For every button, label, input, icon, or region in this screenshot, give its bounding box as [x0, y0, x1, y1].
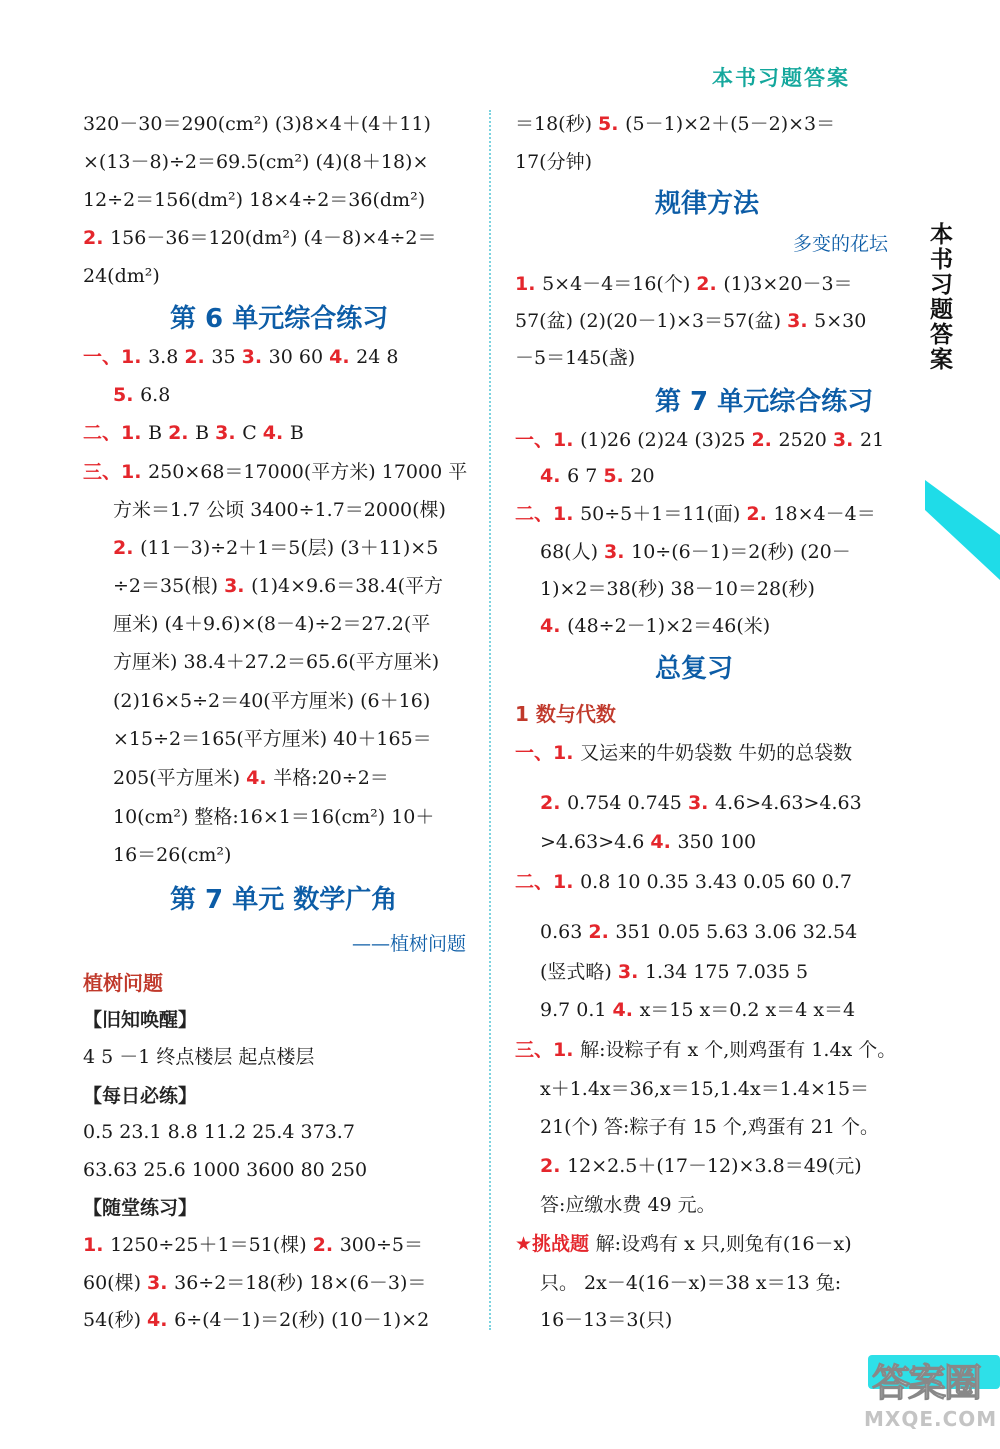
item-number: 3. — [241, 346, 269, 368]
answer-text: 1)×2＝38(秒) 38－10＝28(秒) — [540, 578, 815, 600]
answer-line — [113, 650, 439, 674]
answer-line — [540, 960, 808, 984]
answer-line — [540, 1193, 716, 1217]
answer-text: 6 7 — [567, 465, 604, 487]
answer-text: 21(个) 答:粽子有 15 个,鸡蛋有 21 个。 — [540, 1116, 879, 1138]
answer-line — [540, 791, 862, 815]
answer-text: 1250÷25＋1＝51(棵) — [110, 1234, 313, 1256]
item-number: 一、1. — [515, 742, 581, 764]
answer-line — [515, 870, 852, 894]
answer-text: 156－36＝120(dm²) — [110, 227, 304, 249]
answer-line — [83, 1233, 423, 1257]
answer-line — [83, 226, 436, 250]
answer-line — [113, 612, 430, 636]
answer-text: 24 8 — [356, 346, 399, 368]
item-number: 5. — [603, 465, 631, 487]
item-number: 5. — [113, 384, 141, 406]
section-heading: 第 6 单元综合练习 — [170, 304, 389, 334]
answer-text: (1)26 (2)24 (3)25 — [580, 429, 752, 451]
watermark-url: MXQE.COM — [864, 1407, 998, 1431]
item-number: 4. — [540, 615, 568, 637]
answer-line — [515, 1232, 852, 1256]
answer-text: 60(棵) — [83, 1272, 148, 1294]
answer-line — [515, 150, 592, 174]
bracket-heading: 【旧知唤醒】 — [83, 1009, 198, 1031]
answer-line — [83, 112, 431, 136]
answer-text: (1)4×9.6＝38.4(平方 — [251, 575, 443, 597]
answer-text: 12×2.5＋(17－12)×3.8＝49(元) — [567, 1155, 862, 1177]
answer-line — [113, 383, 170, 407]
item-number: 1. — [83, 1234, 111, 1256]
answer-line — [515, 112, 835, 136]
item-number: 一、1. — [83, 346, 149, 368]
answer-text: 4.6>4.63>4.63 — [715, 792, 862, 814]
subsection-heading: 1 数与代数 — [515, 702, 616, 726]
item-number: 5. — [598, 113, 626, 135]
answer-text: 300÷5＝ — [339, 1234, 423, 1256]
answer-text: 厘米) (4＋9.6)×(8－4)÷2＝27.2(平 — [113, 613, 431, 635]
answer-text: (5－1)×2＋(5－2)×3＝ — [625, 113, 836, 135]
item-number: 二、1. — [83, 422, 149, 444]
answer-line — [113, 536, 438, 560]
answer-text: ＝18(秒) — [515, 113, 599, 135]
item-number: 3. — [687, 792, 715, 814]
answer-text: 半格:20÷2＝ — [273, 767, 389, 789]
item-number: 2. — [588, 921, 616, 943]
answer-text: ×15÷2＝165(平方厘米) 40＋165＝ — [113, 728, 432, 750]
answer-line — [113, 843, 231, 867]
answer-text: 205(平方厘米) — [113, 767, 247, 789]
answer-line — [83, 1308, 429, 1332]
answer-text: 68(人) — [540, 541, 605, 563]
item-number: 三、1. — [83, 461, 149, 483]
answer-text: 方米＝1.7 公顷 3400÷1.7＝2000(棵) — [113, 499, 446, 521]
answer-text: (48÷2－1)×2＝46(米) — [567, 615, 771, 637]
answer-line — [540, 998, 855, 1022]
answer-text: 35 — [211, 346, 242, 368]
answer-line — [515, 346, 635, 370]
answer-text: 0.8 10 0.35 3.43 0.05 60 0.7 — [580, 871, 852, 893]
section-heading: 规律方法 — [655, 189, 760, 219]
answer-line — [515, 272, 853, 296]
answer-text: 6÷(4－1)＝2(秒) (10－1)×2 — [174, 1309, 430, 1331]
answer-line — [83, 421, 304, 445]
answer-text: 18×4－4＝ — [773, 503, 876, 525]
answer-text: 350 100 — [677, 831, 757, 853]
bracket-heading: 【每日必练】 — [83, 1085, 198, 1107]
item-number: 3. — [224, 575, 252, 597]
item-number: 4. — [540, 465, 568, 487]
answer-line — [83, 345, 398, 369]
item-number: 4. — [612, 999, 640, 1021]
section-heading: 第 7 单元综合练习 — [655, 387, 874, 417]
answer-text: 4 5 －1 终点楼层 起点楼层 — [83, 1046, 315, 1068]
answer-text: 只。 2x－4(16－x)＝38 x＝13 兔: — [540, 1272, 842, 1294]
answer-line — [540, 577, 815, 601]
watermark-logo: 答案圈 — [872, 1361, 981, 1405]
answer-text: 6.8 — [140, 384, 171, 406]
answer-line — [540, 920, 857, 944]
answer-text: 答:应缴水费 49 元。 — [540, 1194, 716, 1216]
answer-text: 16＝26(cm²) — [113, 844, 232, 866]
answer-line — [113, 727, 432, 751]
item-number: 4. — [147, 1309, 175, 1331]
bracket-heading: 【随堂练习】 — [83, 1197, 198, 1219]
item-number: 一、1. — [515, 429, 581, 451]
answer-text: ×(13－8)÷2＝69.5(cm²) (4)(8＋18)× — [83, 151, 429, 173]
answer-line — [113, 766, 389, 790]
answer-line — [83, 188, 425, 212]
answer-text: 方厘米) 38.4＋27.2＝65.6(平方厘米) — [113, 651, 440, 673]
answer-text: 1.34 175 7.035 5 — [644, 961, 809, 983]
answer-text: －5＝145(盏) — [515, 347, 636, 369]
answer-line — [515, 428, 884, 452]
item-number: 三、1. — [515, 1039, 581, 1061]
answer-text: 解:设鸡有 x 只,则兔有(16－x) — [595, 1233, 852, 1255]
item-number: 3. — [604, 541, 632, 563]
answer-text: 9.7 0.1 — [540, 999, 613, 1021]
answer-text: (2)16×5÷2＝40(平方厘米) (6＋16) — [113, 690, 431, 712]
answer-text: B — [289, 422, 304, 444]
answer-text: 2520 — [778, 429, 833, 451]
side-label: 本书习题答案 — [926, 222, 953, 372]
answer-text: 10(cm²) 整格:16×1＝16(cm²) 10＋ — [113, 806, 435, 828]
section-heading: 第 7 单元 数学广角 — [170, 885, 398, 915]
answer-text: 250×68＝17000(平方米) 17000 平 — [148, 461, 468, 483]
answer-line — [113, 689, 430, 713]
answer-line — [540, 540, 851, 564]
answer-text: 又运来的牛奶袋数 牛奶的总袋数 — [580, 742, 853, 764]
answer-text: x＝15 x＝0.2 x＝4 x＝4 — [639, 999, 856, 1021]
answer-text: >4.63>4.6 — [540, 831, 651, 853]
answer-text: 10÷(6－1)＝2(秒) (20－ — [631, 541, 851, 563]
answer-text: 0.5 23.1 8.8 11.2 25.4 373.7 — [83, 1121, 355, 1143]
answer-line — [83, 1120, 355, 1144]
answer-text: 5×4－4＝16(个) — [542, 273, 697, 295]
item-number: 4. — [650, 831, 678, 853]
answer-text: 0.754 0.745 — [567, 792, 688, 814]
answer-line — [515, 502, 876, 526]
answer-text: B — [195, 422, 216, 444]
subsection-heading: 植树问题 — [83, 971, 163, 995]
answer-line — [113, 574, 443, 598]
answer-line — [540, 464, 655, 488]
item-number: 3. — [787, 310, 815, 332]
answer-text: B — [148, 422, 169, 444]
answer-text: 54(秒) — [83, 1309, 148, 1331]
answer-line — [540, 1308, 672, 1332]
answer-line — [83, 460, 467, 484]
item-number: 二、1. — [515, 503, 581, 525]
answer-text: 3.8 — [148, 346, 185, 368]
answer-text: 320－30＝290(cm²) (3)8×4＋(4＋11) — [83, 113, 431, 135]
answer-text: (竖式略) — [540, 961, 618, 983]
item-number: 1. — [515, 273, 543, 295]
page-header: 本书习题答案 — [712, 65, 850, 90]
item-number: 4. — [262, 422, 290, 444]
answer-text: 21 — [859, 429, 885, 451]
section-subtitle: 多变的花坛 — [793, 233, 889, 255]
item-number: 2. — [83, 227, 111, 249]
answer-text: 24(dm²) — [83, 265, 160, 287]
answer-text: 36÷2＝18(秒) 18×(6－3)＝ — [174, 1272, 427, 1294]
section-subtitle: ——植树问题 — [352, 933, 467, 955]
item-number: 4. — [329, 346, 357, 368]
answer-line — [540, 1154, 862, 1178]
answer-line — [83, 1158, 367, 1182]
answer-line — [540, 614, 770, 638]
answer-text: x＋1.4x＝36,x＝15,1.4x＝1.4×15＝ — [540, 1078, 870, 1100]
answer-text: 解:设粽子有 x 个,则鸡蛋有 1.4x 个。 — [580, 1039, 897, 1061]
answer-text: 57(盆) (2)(20－1)×3＝57(盆) — [515, 310, 788, 332]
answer-text: 16－13＝3(只) — [540, 1309, 673, 1331]
item-number: 4. — [246, 767, 274, 789]
answer-line — [83, 264, 160, 288]
section-heading: 总复习 — [655, 654, 734, 684]
answer-text: ÷2＝35(根) — [113, 575, 225, 597]
item-number: 2. — [746, 503, 774, 525]
answer-text: (4－8)×4÷2＝ — [303, 227, 437, 249]
item-number: 2. — [113, 537, 141, 559]
item-number: 2. — [540, 1155, 568, 1177]
item-number: ★挑战题 — [515, 1233, 596, 1255]
answer-line — [83, 1271, 426, 1295]
item-number: 3. — [617, 961, 645, 983]
column-divider — [489, 110, 491, 1330]
answer-line — [515, 1038, 896, 1062]
item-number: 二、1. — [515, 871, 581, 893]
answer-text: 17(分钟) — [515, 151, 593, 173]
answer-text: 50÷5＋1＝11(面) — [580, 503, 747, 525]
item-number: 2. — [540, 792, 568, 814]
answer-text: C — [242, 422, 263, 444]
answer-text: 12÷2＝156(dm²) 18×4÷2＝36(dm²) — [83, 189, 426, 211]
answer-line — [540, 1115, 879, 1139]
answer-text: (11－3)÷2＋1＝5(层) (3＋11)×5 — [140, 537, 439, 559]
watermark — [858, 1352, 1000, 1442]
answer-text: 351 0.05 5.63 3.06 32.54 — [615, 921, 858, 943]
answer-text: 20 — [630, 465, 655, 487]
item-number: 2. — [751, 429, 779, 451]
item-number: 2. — [184, 346, 212, 368]
item-number: 3. — [832, 429, 860, 451]
answer-line — [540, 830, 756, 854]
item-number: 2. — [312, 1234, 340, 1256]
answer-line — [540, 1077, 869, 1101]
item-number: 2. — [168, 422, 196, 444]
answer-line — [83, 1045, 314, 1069]
answer-text: (1)3×20－3＝ — [723, 273, 853, 295]
answer-line — [113, 498, 446, 522]
answer-text: 30 60 — [268, 346, 330, 368]
answer-line — [540, 1271, 841, 1295]
answer-text: 0.63 — [540, 921, 589, 943]
answer-text: 5×30 — [814, 310, 867, 332]
item-number: 3. — [215, 422, 243, 444]
answer-line — [515, 309, 866, 333]
item-number: 3. — [147, 1272, 175, 1294]
answer-line — [515, 741, 852, 765]
answer-line — [113, 805, 434, 829]
answer-line — [83, 150, 428, 174]
answer-text: 63.63 25.6 1000 3600 80 250 — [83, 1159, 368, 1181]
cyan-tab-decoration — [925, 480, 1000, 580]
item-number: 2. — [696, 273, 724, 295]
